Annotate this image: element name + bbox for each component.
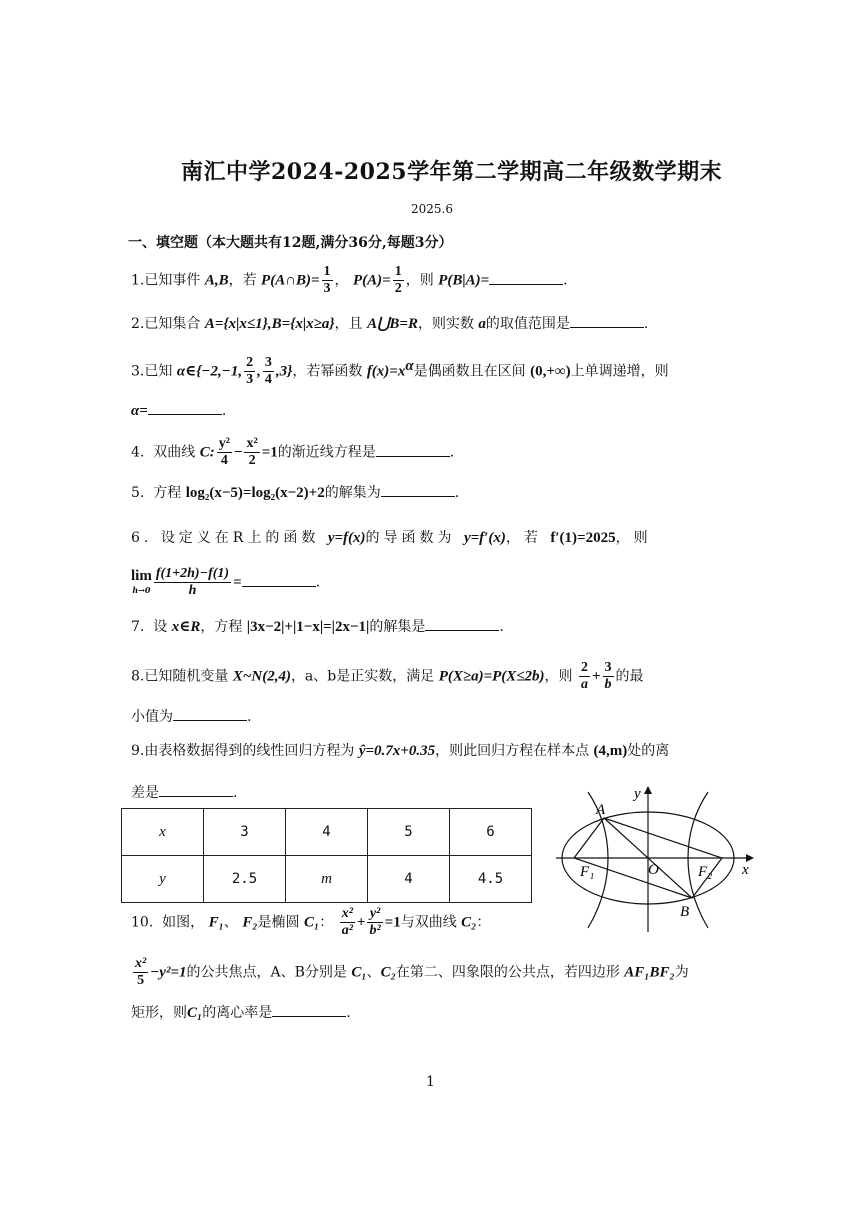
table-row — [122, 809, 532, 856]
table-cell: x — [122, 809, 204, 856]
label-y: y — [634, 786, 641, 802]
label-x: x — [742, 862, 749, 878]
answer-blank — [242, 572, 316, 587]
label-F1: F₁ — [580, 864, 595, 880]
question-6-cont: lim h→0 $\frac{f(1+2h)-f(1)}{h}$ = . — [131, 566, 321, 598]
table-cell: 4 — [368, 856, 450, 903]
hyperbola-right-branch — [688, 792, 708, 928]
fraction: $\frac{3}{b}$ — [604, 660, 612, 692]
label-F2: F₂ — [698, 864, 713, 880]
answer-blank — [570, 313, 644, 328]
label-O: O — [648, 862, 659, 878]
table-cell: y — [122, 856, 204, 903]
fraction: $\frac{f(1+2h)-f(1)}{h}$ — [155, 566, 230, 598]
question-10: 10. 如图， F₁、 F₂是椭圆 C₁： $\frac{\text{x²}}{\text{a²}}$ + $\frac{\text{y²}}{\text{b²}}$ =1与双曲线 C₂： — [131, 906, 491, 938]
table-cell: 6 — [450, 809, 532, 856]
exam-date: 2025.6 — [411, 202, 453, 216]
fraction: $\frac{\text{y²}}{\text{b²}}$ — [369, 906, 381, 938]
question-2: 2.已知集合 A={x|x≤1},B={x|x≥a}，且 A⋃B=R，则实数 a的取值范围是 . — [131, 313, 648, 334]
question-1: 1.已知事件 A,B，若 P(A∩B)= $\frac{1}{3}$ ， P(A)= $\frac{1}{2}$ ，则 P(B|A)= . — [131, 264, 568, 296]
question-10-cont2: 矩形，则C₁的离心率是 . — [131, 1002, 351, 1023]
answer-blank — [425, 616, 499, 631]
label-B: B — [680, 904, 690, 920]
question-5: 5. 方程 log₂(x−5)=log₂(x−2)+2的解集为 . — [131, 482, 459, 503]
page-number: 1 — [426, 1074, 435, 1090]
section-heading: 一、填空题（本大题共有12题,满分36分,每题3分） — [128, 235, 453, 251]
fraction: $\frac{1}{2}$ — [394, 264, 402, 296]
question-6: 6. 设定义在R上的函数 y=f(x)的导函数为 y=f′(x)，若 f′(1)=2025，则 — [131, 530, 652, 546]
table-cell: 5 — [368, 809, 450, 856]
fraction: $\frac{3}{4}$ — [264, 355, 272, 387]
table-cell: 3 — [204, 809, 286, 856]
fraction: $\frac{2}{a}$ — [580, 660, 588, 692]
answer-blank — [159, 782, 233, 797]
table-row — [122, 856, 532, 903]
question-8-cont: 小值为 . — [131, 706, 251, 727]
data-table — [121, 808, 532, 903]
answer-blank — [148, 400, 222, 415]
question-8: 8.已知随机变量 X~N(2,4)，a、b是正实数，满足 P(X≥a)=P(X≤2b)，则 $\frac{2}{a}$ + $\frac{3}{b}$ 的最 — [131, 660, 644, 692]
answer-blank — [489, 270, 563, 285]
answer-blank — [376, 442, 450, 457]
question-3-cont: α= . — [131, 400, 226, 421]
page-title: 南汇中学2024-2025学年第二学期高二年级数学期末 — [181, 159, 723, 185]
label-A: A — [596, 802, 606, 818]
question-4: 4. 双曲线 C: $\frac{\text{y²}}{4}$ − $\frac{\text{x²}}{2}$ =1的渐近线方程是 . — [131, 436, 455, 468]
table-cell: 2.5 — [204, 856, 286, 903]
table-cell: m — [286, 856, 368, 903]
fraction: $\frac{2}{3}$ — [246, 355, 254, 387]
fraction: $\frac{1}{3}$ — [323, 264, 331, 296]
y-axis-arrow — [644, 786, 652, 794]
question-10-cont: $\frac{\text{x²}}{5}$ −y²=1的公共焦点，A、B分别是 C₁、C₂在第二、四象限的公共点，若四边形 AF₁BF₂为 — [135, 956, 689, 988]
table-cell: 4 — [286, 809, 368, 856]
question-3: 3.已知 α∈{−2,−1, $\frac{2}{3}$ , $\frac{3}{4}$ ,3}，若幂函数 $f(x)=x^\alpha$是偶函数且在区间 (0,+∞)上单调递增，则 — [131, 355, 669, 387]
fraction: $\frac{\text{x²}}{\text{a²}}$ — [341, 906, 353, 938]
ellipse-hyperbola-figure — [548, 782, 758, 934]
answer-blank — [381, 482, 455, 497]
x-axis-arrow — [746, 854, 754, 862]
table-cell: 4.5 — [450, 856, 532, 903]
fraction: $\frac{\text{x²}}{2}$ — [246, 436, 258, 468]
question-9-cont: 差是 . — [131, 782, 237, 803]
question-7: 7. 设 x∈R，方程 |3x−2|+|1−x|=|2x−1|的解集是 . — [131, 616, 504, 637]
fraction: $\frac{\text{y²}}{4}$ — [218, 436, 230, 468]
fraction: $\frac{\text{x²}}{5}$ — [135, 956, 147, 988]
answer-blank — [173, 706, 247, 721]
answer-blank — [272, 1002, 346, 1017]
question-9: 9.由表格数据得到的线性回归方程为 ŷ=0.7x+0.35，则此回归方程在样本点 (4,m)处的离 — [131, 743, 670, 759]
